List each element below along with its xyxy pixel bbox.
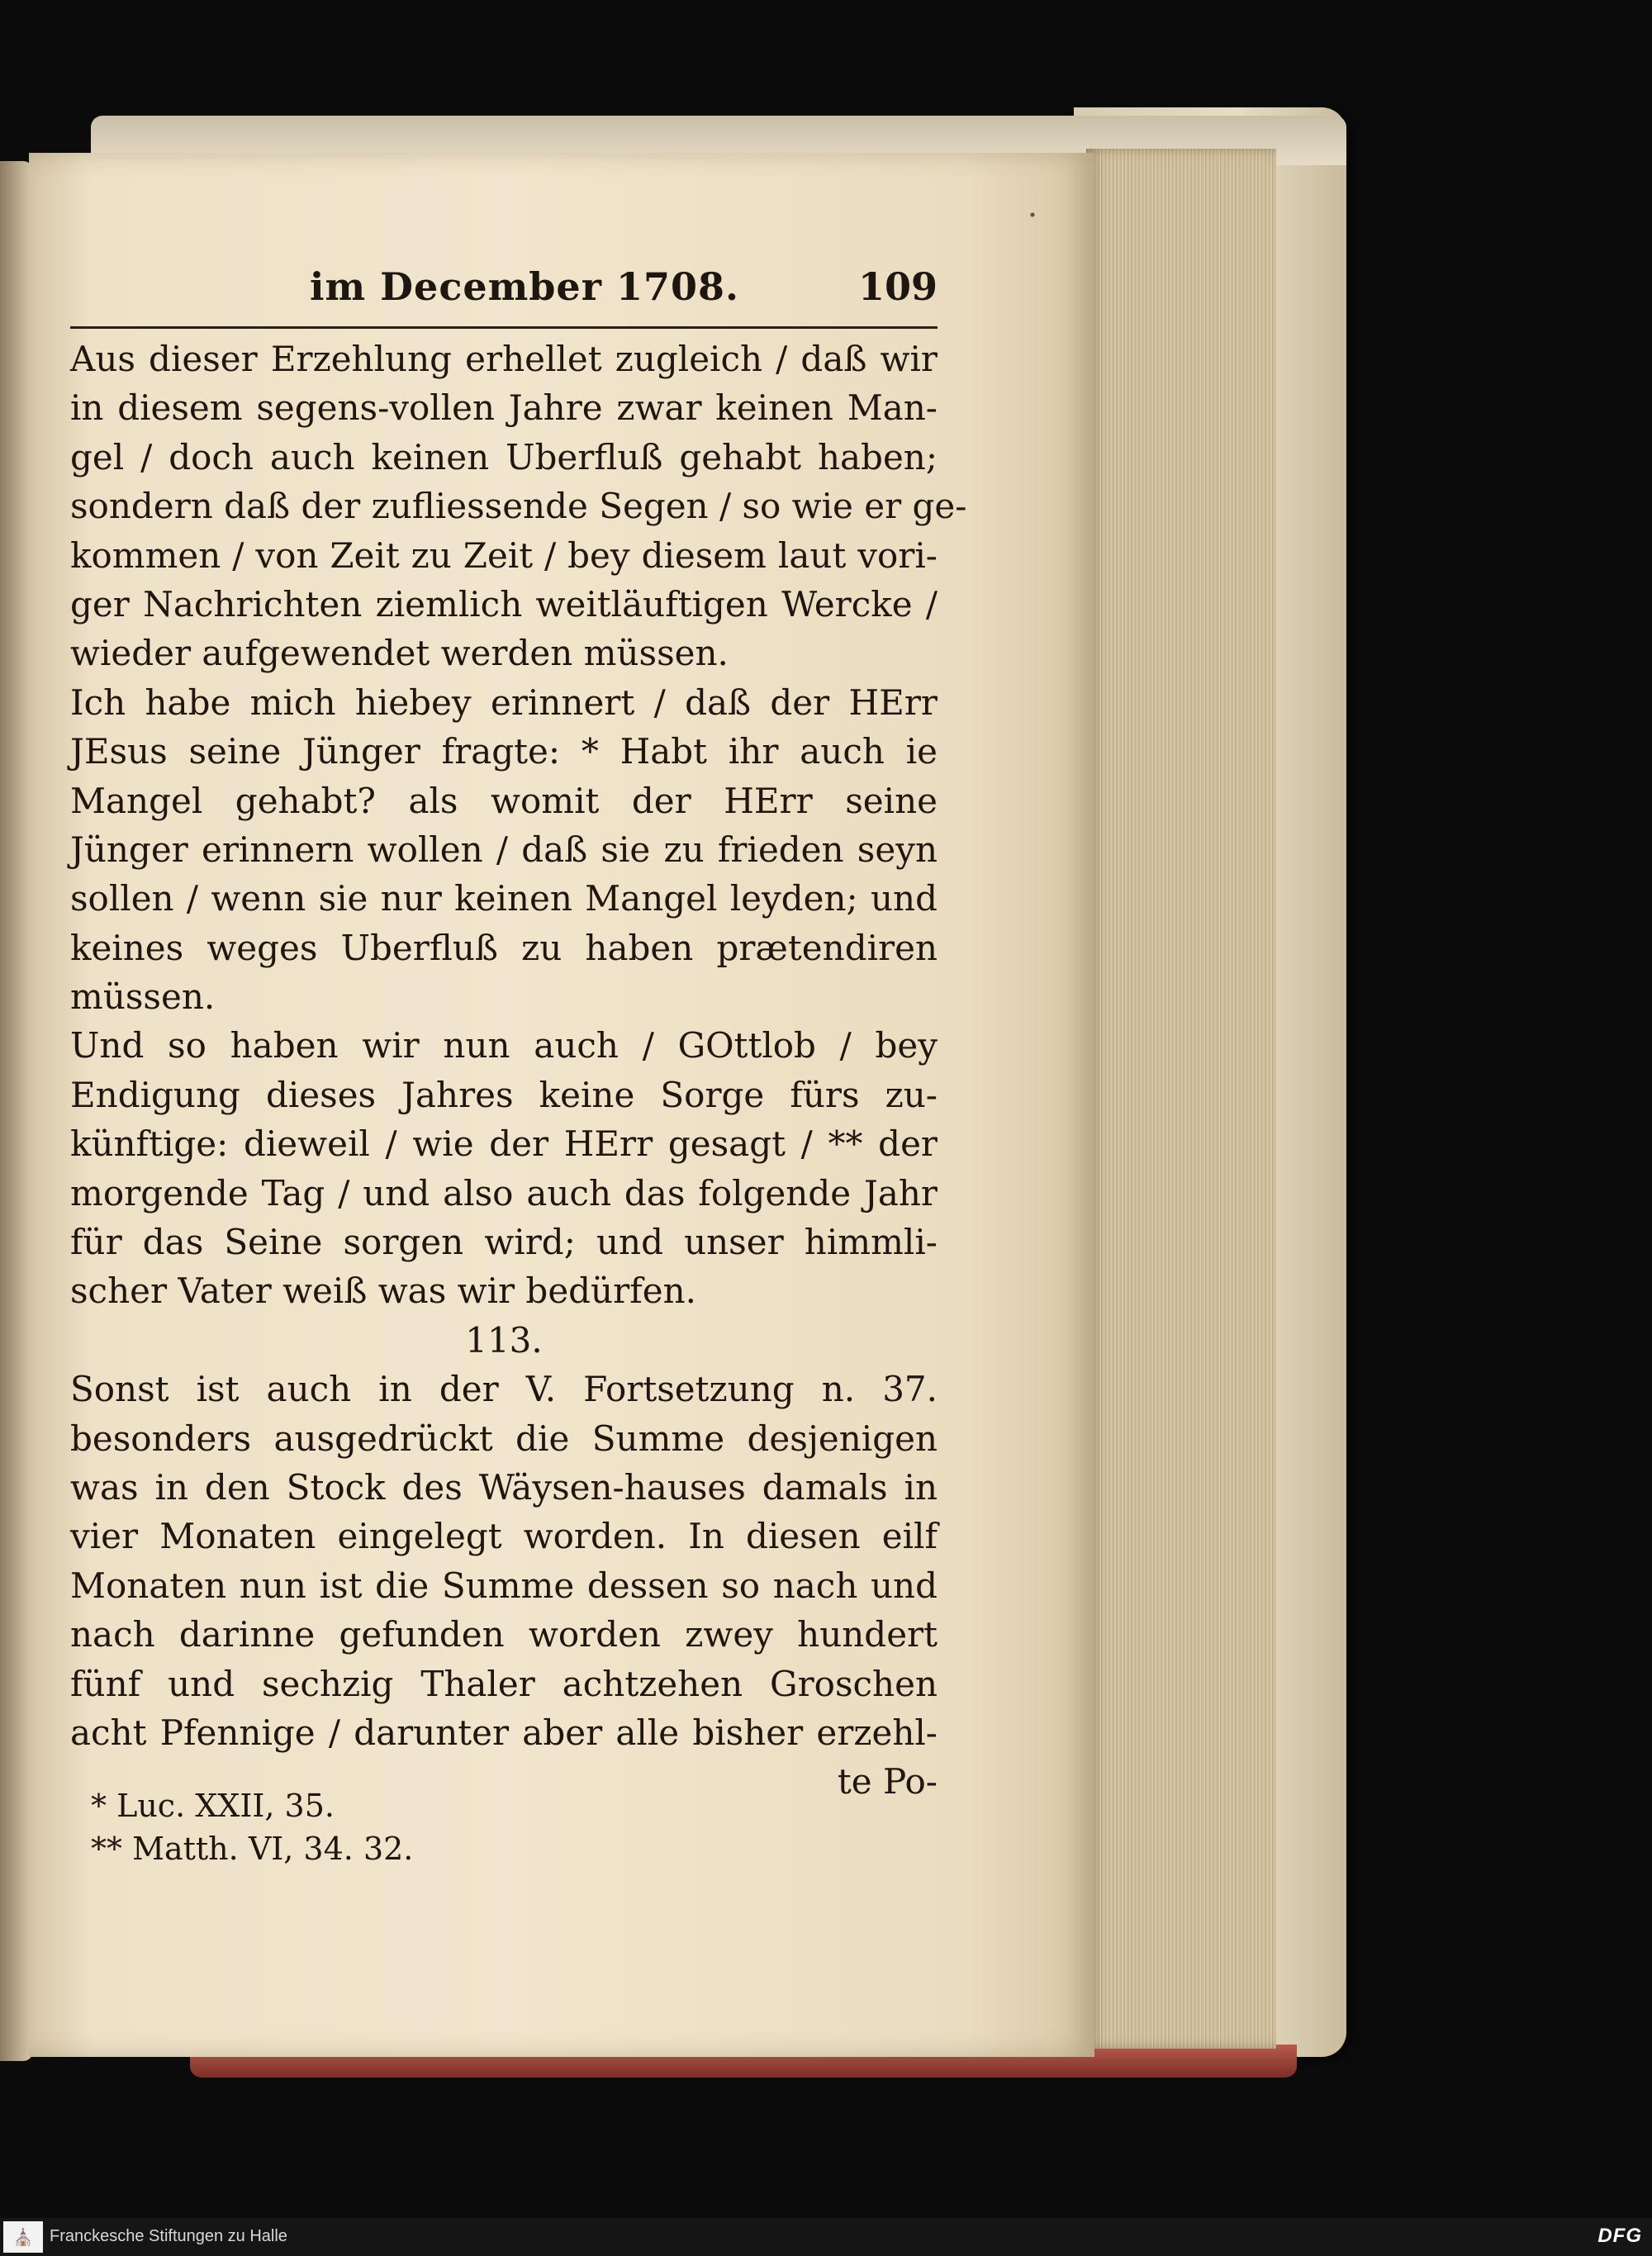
text-line: Endigung dieses Jahres keine Sorge fürs zu- — [70, 1074, 938, 1115]
catchword: te Po- — [837, 1761, 938, 1802]
text-line: in diesem segens-vollen Jahre zwar keinen Man- — [70, 387, 938, 429]
footer-credit: Franckesche Stiftungen zu Halle — [50, 2227, 287, 2245]
running-head: im December 1708. — [310, 264, 739, 309]
text-line: keines weges Uberfluß zu haben prætendiren — [70, 927, 938, 968]
footnote: * Luc. XXII, 35. — [91, 1788, 335, 1824]
page-fore-edge — [1086, 149, 1276, 2049]
text-line: fünf und sechzig Thaler achtzehen Groschen — [70, 1663, 938, 1704]
text-line: Monaten nun ist die Summe dessen so nach und — [70, 1565, 938, 1606]
left-page-edge — [0, 161, 33, 2061]
text-line: Jünger erinnern wollen / daß sie zu frieden seyn — [70, 829, 938, 870]
dfg-logo: DFG — [1597, 2225, 1642, 2247]
footnote: ** Matth. VI, 34. 32. — [91, 1831, 414, 1867]
text-line: nach darinne gefunden worden zwey hundert — [70, 1614, 938, 1655]
ink-smudge — [1008, 211, 1057, 219]
text-line: morgende Tag / und also auch das folgende Jahr — [70, 1172, 938, 1213]
page-text — [70, 335, 967, 1807]
text-line: kommen / von Zeit zu Zeit / bey diesem laut vori- — [70, 534, 938, 576]
page-number: 109 — [857, 264, 938, 309]
footnotes — [91, 1784, 669, 1870]
text-line: für das Seine sorgen wird; und unser himmli- — [70, 1222, 938, 1263]
section-number: 113. — [465, 1319, 543, 1361]
text-line: Mangel gehabt? als womit der HErr seine — [70, 780, 938, 821]
text-line: scher Vater weiß was wir bedürfen. — [70, 1270, 696, 1312]
text-line: sondern daß der zufliessende Segen / so wie er ge- — [70, 486, 967, 527]
foundation-logo-icon: ⛪ — [3, 2221, 43, 2253]
text-line: müssen. — [70, 976, 216, 1018]
text-line: Sonst ist auch in der V. Fortsetzung n. 37. — [70, 1369, 938, 1410]
text-line: wieder aufgewendet werden müssen. — [70, 633, 729, 674]
text-line: ger Nachrichten ziemlich weitläuftigen Wercke / — [70, 583, 938, 625]
text-line: besonders ausgedrückt die Summe desjenigen — [70, 1418, 938, 1459]
text-line: Aus dieser Erzehlung erhellet zugleich / daß wir — [70, 339, 938, 379]
header-rule — [70, 326, 938, 329]
text-line: acht Pfennige / darunter aber alle bisher erzehl- — [70, 1712, 938, 1753]
text-line: JEsus seine Jünger fragte: * Habt ihr auch ie — [70, 731, 938, 772]
text-line: künftige: dieweil / wie der HErr gesagt / ** der — [70, 1123, 938, 1165]
page-header — [70, 264, 938, 322]
text-line: vier Monaten eingelegt worden. In diesen eilf — [70, 1516, 938, 1557]
text-line: Und so haben wir nun auch / GOttlob / bey — [70, 1025, 938, 1066]
viewer-footer — [0, 2218, 1652, 2256]
text-line: sollen / wenn sie nur keinen Mangel leyden; und — [70, 878, 938, 919]
text-line: was in den Stock des Wäysen-hauses damals in — [70, 1466, 938, 1508]
text-line: Ich habe mich hiebey erinnert / daß der HErr — [70, 682, 938, 723]
text-line: gel / doch auch keinen Uberfluß gehabt haben; — [70, 436, 938, 477]
